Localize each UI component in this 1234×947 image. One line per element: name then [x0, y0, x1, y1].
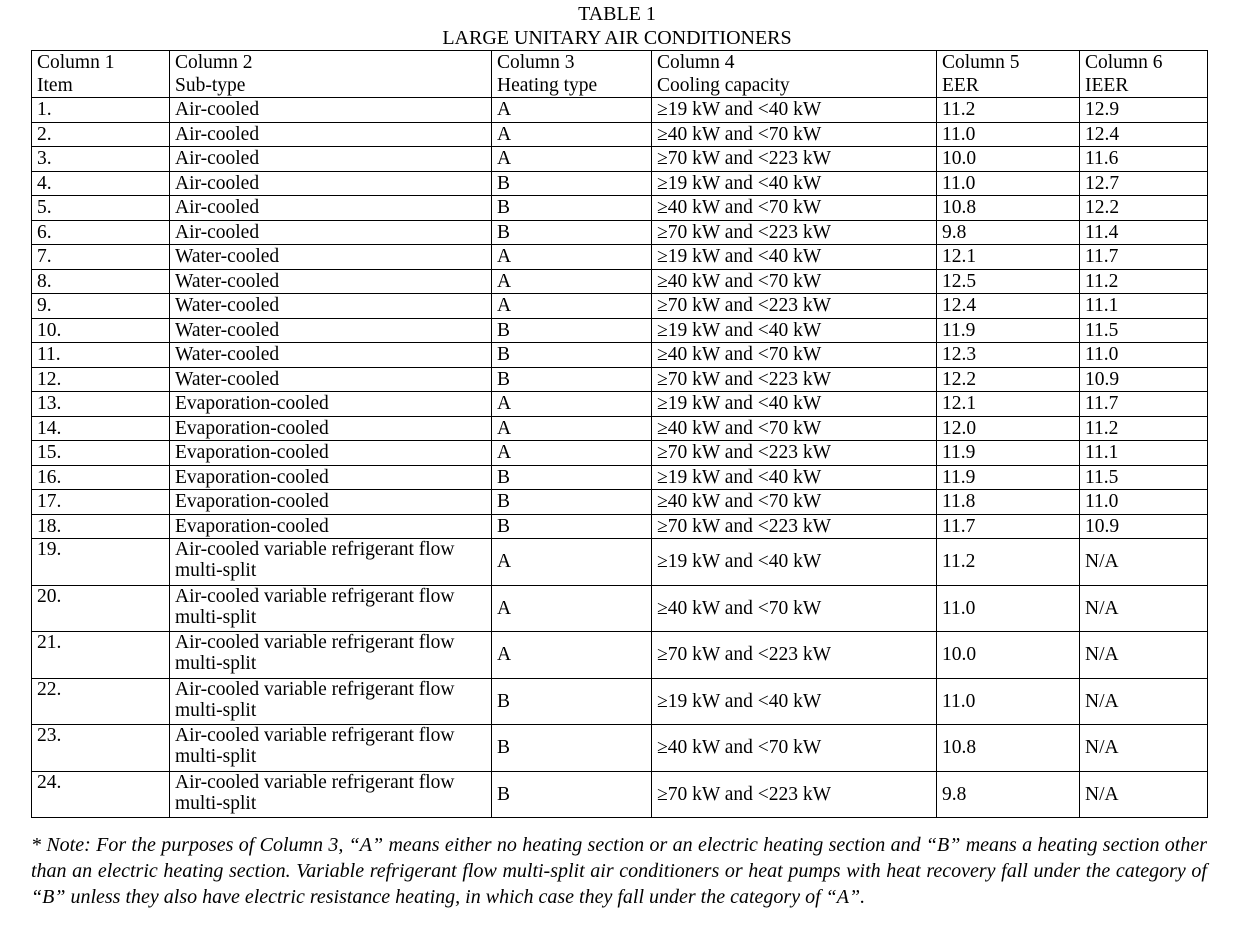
table-row: [32, 632, 1208, 679]
header-column-number: Column 6: [1085, 52, 1163, 73]
table-row: [32, 245, 1208, 270]
table-row: [32, 147, 1208, 172]
cell-item: 13.: [32, 392, 170, 417]
table-row: [32, 539, 1208, 586]
cell-eer: 12.1: [937, 245, 1080, 270]
table-row: [32, 343, 1208, 368]
cell-item: 5.: [32, 196, 170, 221]
cell-cooling-capacity: ≥19 kW and <40 kW: [652, 98, 937, 123]
cell-ieer: 12.2: [1080, 196, 1208, 221]
cell-cooling-capacity: ≥70 kW and <223 kW: [652, 514, 937, 539]
header-cell: [652, 51, 937, 98]
cell-ieer: N/A: [1080, 678, 1208, 725]
cell-heating-type: B: [492, 343, 652, 368]
cell-ieer: 10.9: [1080, 514, 1208, 539]
cell-ieer: N/A: [1080, 771, 1208, 818]
table-row: [32, 490, 1208, 515]
table-row: [32, 771, 1208, 818]
cell-heating-type: A: [492, 441, 652, 466]
cell-subtype: Evaporation-cooled: [170, 514, 492, 539]
table-row: [32, 416, 1208, 441]
cell-heating-type: A: [492, 122, 652, 147]
table-row: [32, 678, 1208, 725]
cell-cooling-capacity: ≥19 kW and <40 kW: [652, 465, 937, 490]
cell-item: 21.: [32, 632, 170, 679]
cell-ieer: 11.1: [1080, 294, 1208, 319]
cell-item: 4.: [32, 171, 170, 196]
table-row: [32, 269, 1208, 294]
table-body: [32, 98, 1208, 818]
cell-eer: 11.8: [937, 490, 1080, 515]
cell-heating-type: A: [492, 416, 652, 441]
cell-heating-type: A: [492, 147, 652, 172]
cell-ieer: 11.1: [1080, 441, 1208, 466]
cell-subtype: Water-cooled: [170, 318, 492, 343]
cell-eer: 12.2: [937, 367, 1080, 392]
cell-item: 22.: [32, 678, 170, 725]
cell-cooling-capacity: ≥19 kW and <40 kW: [652, 171, 937, 196]
table-row: [32, 367, 1208, 392]
table-row: [32, 122, 1208, 147]
cell-heating-type: A: [492, 585, 652, 632]
cell-eer: 11.0: [937, 171, 1080, 196]
cell-cooling-capacity: ≥70 kW and <223 kW: [652, 632, 937, 679]
cell-eer: 11.2: [937, 98, 1080, 123]
cell-subtype: Air-cooled variable refrigerant flow multi-split: [170, 539, 492, 586]
table-row: [32, 98, 1208, 123]
cell-subtype: Air-cooled: [170, 220, 492, 245]
cell-cooling-capacity: ≥40 kW and <70 kW: [652, 490, 937, 515]
cell-eer: 11.9: [937, 318, 1080, 343]
cell-subtype: Air-cooled variable refrigerant flow multi-split: [170, 585, 492, 632]
cell-subtype: Air-cooled: [170, 171, 492, 196]
air-conditioner-table: [31, 50, 1208, 818]
cell-item: 14.: [32, 416, 170, 441]
cell-cooling-capacity: ≥19 kW and <40 kW: [652, 678, 937, 725]
cell-eer: 11.9: [937, 441, 1080, 466]
cell-item: 23.: [32, 725, 170, 772]
cell-cooling-capacity: ≥40 kW and <70 kW: [652, 269, 937, 294]
cell-heating-type: A: [492, 269, 652, 294]
cell-cooling-capacity: ≥40 kW and <70 kW: [652, 585, 937, 632]
cell-ieer: 11.0: [1080, 343, 1208, 368]
cell-subtype: Air-cooled: [170, 147, 492, 172]
cell-subtype: Water-cooled: [170, 294, 492, 319]
header-row: [32, 51, 1208, 98]
header-column-number: Column 3: [497, 52, 575, 73]
cell-subtype: Evaporation-cooled: [170, 441, 492, 466]
cell-heating-type: A: [492, 392, 652, 417]
cell-subtype: Evaporation-cooled: [170, 490, 492, 515]
cell-ieer: 11.7: [1080, 245, 1208, 270]
table-row: [32, 514, 1208, 539]
cell-eer: 12.5: [937, 269, 1080, 294]
cell-subtype: Evaporation-cooled: [170, 465, 492, 490]
cell-cooling-capacity: ≥70 kW and <223 kW: [652, 771, 937, 818]
cell-eer: 12.1: [937, 392, 1080, 417]
cell-cooling-capacity: ≥70 kW and <223 kW: [652, 220, 937, 245]
cell-cooling-capacity: ≥40 kW and <70 kW: [652, 343, 937, 368]
cell-item: 12.: [32, 367, 170, 392]
cell-heating-type: A: [492, 245, 652, 270]
cell-item: 10.: [32, 318, 170, 343]
cell-item: 6.: [32, 220, 170, 245]
cell-subtype: Air-cooled variable refrigerant flow multi-split: [170, 678, 492, 725]
cell-ieer: N/A: [1080, 585, 1208, 632]
header-cell: [937, 51, 1080, 98]
cell-cooling-capacity: ≥19 kW and <40 kW: [652, 392, 937, 417]
cell-item: 15.: [32, 441, 170, 466]
cell-cooling-capacity: ≥70 kW and <223 kW: [652, 294, 937, 319]
cell-item: 3.: [32, 147, 170, 172]
cell-eer: 10.0: [937, 632, 1080, 679]
cell-item: 7.: [32, 245, 170, 270]
cell-eer: 9.8: [937, 771, 1080, 818]
cell-heating-type: B: [492, 725, 652, 772]
cell-subtype: Air-cooled: [170, 196, 492, 221]
table-header: [32, 51, 1208, 98]
header-column-title: Heating type: [497, 75, 598, 96]
cell-heating-type: B: [492, 678, 652, 725]
cell-ieer: 11.5: [1080, 318, 1208, 343]
cell-eer: 9.8: [937, 220, 1080, 245]
cell-item: 20.: [32, 585, 170, 632]
cell-subtype: Air-cooled variable refrigerant flow multi-split: [170, 771, 492, 818]
cell-ieer: 12.4: [1080, 122, 1208, 147]
table-row: [32, 318, 1208, 343]
cell-cooling-capacity: ≥19 kW and <40 kW: [652, 245, 937, 270]
cell-subtype: Evaporation-cooled: [170, 416, 492, 441]
cell-eer: 11.0: [937, 122, 1080, 147]
cell-cooling-capacity: ≥40 kW and <70 kW: [652, 725, 937, 772]
cell-heating-type: A: [492, 98, 652, 123]
cell-heating-type: B: [492, 771, 652, 818]
table-row: [32, 465, 1208, 490]
cell-cooling-capacity: ≥40 kW and <70 kW: [652, 196, 937, 221]
cell-item: 1.: [32, 98, 170, 123]
cell-item: 16.: [32, 465, 170, 490]
cell-cooling-capacity: ≥70 kW and <223 kW: [652, 367, 937, 392]
cell-heating-type: A: [492, 632, 652, 679]
cell-eer: 11.0: [937, 585, 1080, 632]
cell-eer: 12.0: [937, 416, 1080, 441]
cell-item: 19.: [32, 539, 170, 586]
cell-ieer: N/A: [1080, 539, 1208, 586]
header-column-number: Column 2: [175, 52, 253, 73]
header-column-title: Item: [37, 75, 73, 96]
cell-ieer: 12.9: [1080, 98, 1208, 123]
cell-subtype: Water-cooled: [170, 245, 492, 270]
table-title: LARGE UNITARY AIR CONDITIONERS: [442, 27, 792, 49]
header-column-number: Column 1: [37, 52, 115, 73]
cell-item: 24.: [32, 771, 170, 818]
cell-heating-type: A: [492, 539, 652, 586]
cell-ieer: 11.2: [1080, 416, 1208, 441]
header-column-title: Sub-type: [175, 75, 246, 96]
cell-ieer: 11.2: [1080, 269, 1208, 294]
header-column-title: IEER: [1085, 75, 1129, 96]
cell-eer: 11.0: [937, 678, 1080, 725]
cell-cooling-capacity: ≥40 kW and <70 kW: [652, 416, 937, 441]
cell-eer: 10.8: [937, 725, 1080, 772]
cell-heating-type: B: [492, 171, 652, 196]
cell-ieer: 11.6: [1080, 147, 1208, 172]
cell-heating-type: B: [492, 465, 652, 490]
cell-eer: 12.3: [937, 343, 1080, 368]
table-row: [32, 585, 1208, 632]
cell-heating-type: B: [492, 220, 652, 245]
cell-cooling-capacity: ≥19 kW and <40 kW: [652, 318, 937, 343]
cell-eer: 11.7: [937, 514, 1080, 539]
cell-subtype: Water-cooled: [170, 269, 492, 294]
cell-heating-type: B: [492, 196, 652, 221]
table-row: [32, 171, 1208, 196]
table-footnote: * Note: For the purposes of Column 3, “A” means either no heating section or an electric heating section and “B” means a heating section other than an electric heating section. Variable refrigerant flow multi-split air conditioners or heat pumps with heat recovery fall under the category of “B” unless they also have electric resistance heating, in which case they fall under the category of “A”.: [31, 834, 1207, 908]
cell-ieer: 12.7: [1080, 171, 1208, 196]
table-row: [32, 196, 1208, 221]
cell-subtype: Evaporation-cooled: [170, 392, 492, 417]
header-column-title: EER: [942, 75, 979, 96]
table-number: TABLE 1: [578, 3, 656, 25]
cell-eer: 10.0: [937, 147, 1080, 172]
header-column-title: Cooling capacity: [657, 75, 790, 96]
cell-item: 8.: [32, 269, 170, 294]
cell-ieer: N/A: [1080, 632, 1208, 679]
cell-item: 11.: [32, 343, 170, 368]
cell-subtype: Air-cooled: [170, 98, 492, 123]
cell-eer: 11.9: [937, 465, 1080, 490]
cell-subtype: Air-cooled: [170, 122, 492, 147]
cell-heating-type: B: [492, 318, 652, 343]
cell-heating-type: B: [492, 490, 652, 515]
cell-cooling-capacity: ≥70 kW and <223 kW: [652, 147, 937, 172]
cell-subtype: Air-cooled variable refrigerant flow multi-split: [170, 725, 492, 772]
cell-subtype: Water-cooled: [170, 343, 492, 368]
table-row: [32, 392, 1208, 417]
cell-ieer: 11.4: [1080, 220, 1208, 245]
cell-item: 9.: [32, 294, 170, 319]
cell-subtype: Air-cooled variable refrigerant flow multi-split: [170, 632, 492, 679]
cell-eer: 12.4: [937, 294, 1080, 319]
cell-ieer: 10.9: [1080, 367, 1208, 392]
cell-ieer: 11.5: [1080, 465, 1208, 490]
table-row: [32, 220, 1208, 245]
cell-ieer: 11.7: [1080, 392, 1208, 417]
table-row: [32, 725, 1208, 772]
header-column-number: Column 5: [942, 52, 1020, 73]
header-column-number: Column 4: [657, 52, 735, 73]
cell-item: 17.: [32, 490, 170, 515]
cell-subtype: Water-cooled: [170, 367, 492, 392]
table-row: [32, 294, 1208, 319]
cell-heating-type: A: [492, 294, 652, 319]
cell-heating-type: B: [492, 514, 652, 539]
cell-eer: 10.8: [937, 196, 1080, 221]
cell-ieer: N/A: [1080, 725, 1208, 772]
table-row: [32, 441, 1208, 466]
cell-ieer: 11.0: [1080, 490, 1208, 515]
header-cell: [32, 51, 170, 98]
cell-cooling-capacity: ≥70 kW and <223 kW: [652, 441, 937, 466]
cell-eer: 11.2: [937, 539, 1080, 586]
cell-item: 18.: [32, 514, 170, 539]
cell-item: 2.: [32, 122, 170, 147]
header-cell: [1080, 51, 1208, 98]
cell-cooling-capacity: ≥40 kW and <70 kW: [652, 122, 937, 147]
cell-cooling-capacity: ≥19 kW and <40 kW: [652, 539, 937, 586]
cell-heating-type: B: [492, 367, 652, 392]
header-cell: [492, 51, 652, 98]
header-cell: [170, 51, 492, 98]
